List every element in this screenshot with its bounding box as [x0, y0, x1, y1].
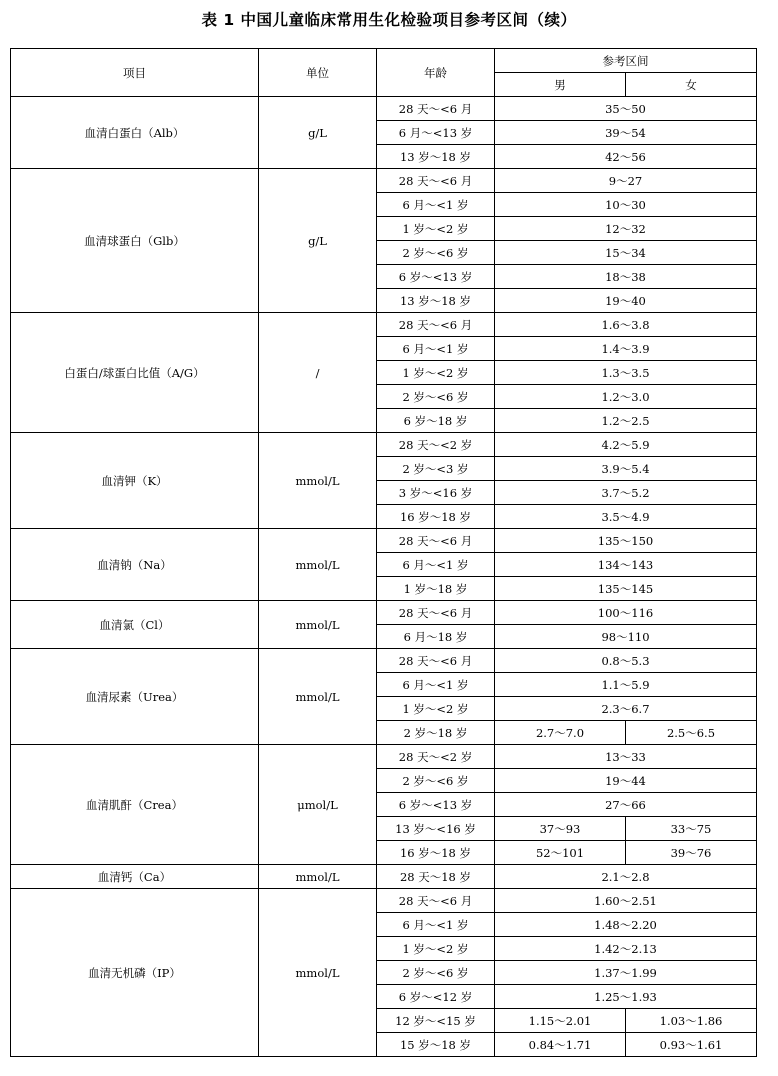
item-name-cell: 血清白蛋白（Alb） — [11, 97, 259, 169]
header-reference-range: 参考区间 — [495, 49, 757, 73]
range-cell: 19～40 — [495, 289, 757, 313]
age-cell: 15 岁～18 岁 — [377, 1033, 495, 1057]
range-cell: 1.25～1.93 — [495, 985, 757, 1009]
age-cell: 6 月～<1 岁 — [377, 553, 495, 577]
age-cell: 13 岁～<16 岁 — [377, 817, 495, 841]
range-cell: 1.4～3.9 — [495, 337, 757, 361]
unit-cell: mmol/L — [259, 433, 377, 529]
unit-cell: mmol/L — [259, 649, 377, 745]
item-name-cell: 血清肌酐（Crea） — [11, 745, 259, 865]
range-cell: 1.6～3.8 — [495, 313, 757, 337]
age-cell: 6 月～<1 岁 — [377, 337, 495, 361]
age-cell: 28 天～<6 月 — [377, 649, 495, 673]
age-cell: 2 岁～<6 岁 — [377, 769, 495, 793]
age-cell: 28 天～<6 月 — [377, 601, 495, 625]
unit-cell: mmol/L — [259, 529, 377, 601]
age-cell: 1 岁～<2 岁 — [377, 937, 495, 961]
range-female-cell: 1.03～1.86 — [626, 1009, 757, 1033]
range-cell: 15～34 — [495, 241, 757, 265]
range-male-cell: 52～101 — [495, 841, 626, 865]
range-cell: 1.37～1.99 — [495, 961, 757, 985]
range-cell: 135～145 — [495, 577, 757, 601]
item-name-cell: 血清球蛋白（Glb） — [11, 169, 259, 313]
unit-cell: μmol/L — [259, 745, 377, 865]
range-cell: 35～50 — [495, 97, 757, 121]
range-cell: 2.1～2.8 — [495, 865, 757, 889]
unit-cell: mmol/L — [259, 889, 377, 1057]
range-cell: 42～56 — [495, 145, 757, 169]
range-cell: 18～38 — [495, 265, 757, 289]
header-female: 女 — [626, 73, 757, 97]
range-cell: 10～30 — [495, 193, 757, 217]
range-cell: 3.9～5.4 — [495, 457, 757, 481]
age-cell: 28 天～<6 月 — [377, 97, 495, 121]
age-cell: 2 岁～<6 岁 — [377, 385, 495, 409]
range-male-cell: 1.15～2.01 — [495, 1009, 626, 1033]
age-cell: 28 天～<6 月 — [377, 169, 495, 193]
table-row — [11, 169, 757, 193]
range-cell: 134～143 — [495, 553, 757, 577]
age-cell: 1 岁～<2 岁 — [377, 361, 495, 385]
range-cell: 98～110 — [495, 625, 757, 649]
range-cell: 1.42～2.13 — [495, 937, 757, 961]
range-cell: 9～27 — [495, 169, 757, 193]
item-name-cell: 血清钾（K） — [11, 433, 259, 529]
age-cell: 2 岁～<6 岁 — [377, 961, 495, 985]
range-male-cell: 0.84～1.71 — [495, 1033, 626, 1057]
age-cell: 2 岁～<6 岁 — [377, 241, 495, 265]
unit-cell: mmol/L — [259, 601, 377, 649]
item-name-cell: 血清钠（Na） — [11, 529, 259, 601]
age-cell: 13 岁～18 岁 — [377, 289, 495, 313]
range-female-cell: 33～75 — [626, 817, 757, 841]
header-unit: 单位 — [259, 49, 377, 97]
age-cell: 3 岁～<16 岁 — [377, 481, 495, 505]
range-male-cell: 2.7～7.0 — [495, 721, 626, 745]
age-cell: 28 天～<2 岁 — [377, 745, 495, 769]
range-cell: 39～54 — [495, 121, 757, 145]
range-cell: 100～116 — [495, 601, 757, 625]
range-female-cell: 39～76 — [626, 841, 757, 865]
range-cell: 1.2～3.0 — [495, 385, 757, 409]
age-cell: 6 月～<1 岁 — [377, 193, 495, 217]
age-cell: 1 岁～<2 岁 — [377, 697, 495, 721]
age-cell: 6 月～18 岁 — [377, 625, 495, 649]
range-cell: 1.1～5.9 — [495, 673, 757, 697]
range-cell: 3.5～4.9 — [495, 505, 757, 529]
unit-cell: g/L — [259, 169, 377, 313]
item-name-cell: 白蛋白/球蛋白比值（A/G） — [11, 313, 259, 433]
age-cell: 6 岁～<13 岁 — [377, 265, 495, 289]
age-cell: 13 岁～18 岁 — [377, 145, 495, 169]
age-cell: 28 天～<6 月 — [377, 529, 495, 553]
unit-cell: mmol/L — [259, 865, 377, 889]
range-cell: 27～66 — [495, 793, 757, 817]
item-name-cell: 血清尿素（Urea） — [11, 649, 259, 745]
header-item: 项目 — [11, 49, 259, 97]
table-row — [11, 865, 757, 889]
age-cell: 16 岁～18 岁 — [377, 841, 495, 865]
table-row — [11, 649, 757, 673]
header-male: 男 — [495, 73, 626, 97]
age-cell: 1 岁～<2 岁 — [377, 217, 495, 241]
range-cell: 3.7～5.2 — [495, 481, 757, 505]
unit-cell: / — [259, 313, 377, 433]
range-female-cell: 0.93～1.61 — [626, 1033, 757, 1057]
age-cell: 16 岁～18 岁 — [377, 505, 495, 529]
item-name-cell: 血清氯（Cl） — [11, 601, 259, 649]
table-row — [11, 97, 757, 121]
table-title: 表 1 中国儿童临床常用生化检验项目参考区间（续） — [201, 11, 577, 29]
table-row — [11, 433, 757, 457]
table-row — [11, 313, 757, 337]
age-cell: 6 月～<13 岁 — [377, 121, 495, 145]
range-cell: 2.3～6.7 — [495, 697, 757, 721]
range-cell: 4.2～5.9 — [495, 433, 757, 457]
age-cell: 6 月～<1 岁 — [377, 913, 495, 937]
age-cell: 6 岁～<13 岁 — [377, 793, 495, 817]
table-row — [11, 601, 757, 625]
age-cell: 28 天～18 岁 — [377, 865, 495, 889]
range-cell: 1.60～2.51 — [495, 889, 757, 913]
range-cell: 1.3～3.5 — [495, 361, 757, 385]
age-cell: 2 岁～<3 岁 — [377, 457, 495, 481]
range-cell: 1.48～2.20 — [495, 913, 757, 937]
range-female-cell: 2.5～6.5 — [626, 721, 757, 745]
age-cell: 2 岁～18 岁 — [377, 721, 495, 745]
reference-table — [10, 48, 757, 1057]
age-cell: 28 天～<2 岁 — [377, 433, 495, 457]
age-cell: 6 岁～18 岁 — [377, 409, 495, 433]
range-cell: 12～32 — [495, 217, 757, 241]
range-cell: 19～44 — [495, 769, 757, 793]
age-cell: 12 岁～<15 岁 — [377, 1009, 495, 1033]
range-cell: 13～33 — [495, 745, 757, 769]
range-cell: 1.2～2.5 — [495, 409, 757, 433]
age-cell: 6 月～<1 岁 — [377, 673, 495, 697]
age-cell: 28 天～<6 月 — [377, 313, 495, 337]
age-cell: 6 岁～<12 岁 — [377, 985, 495, 1009]
range-male-cell: 37～93 — [495, 817, 626, 841]
range-cell: 0.8～5.3 — [495, 649, 757, 673]
table-row — [11, 889, 757, 913]
table-row — [11, 745, 757, 769]
table-row — [11, 529, 757, 553]
age-cell: 1 岁～18 岁 — [377, 577, 495, 601]
table-body — [11, 97, 757, 1057]
item-name-cell: 血清无机磷（IP） — [11, 889, 259, 1057]
unit-cell: g/L — [259, 97, 377, 169]
header-age: 年龄 — [377, 49, 495, 97]
item-name-cell: 血清钙（Ca） — [11, 865, 259, 889]
age-cell: 28 天～<6 月 — [377, 889, 495, 913]
range-cell: 135～150 — [495, 529, 757, 553]
